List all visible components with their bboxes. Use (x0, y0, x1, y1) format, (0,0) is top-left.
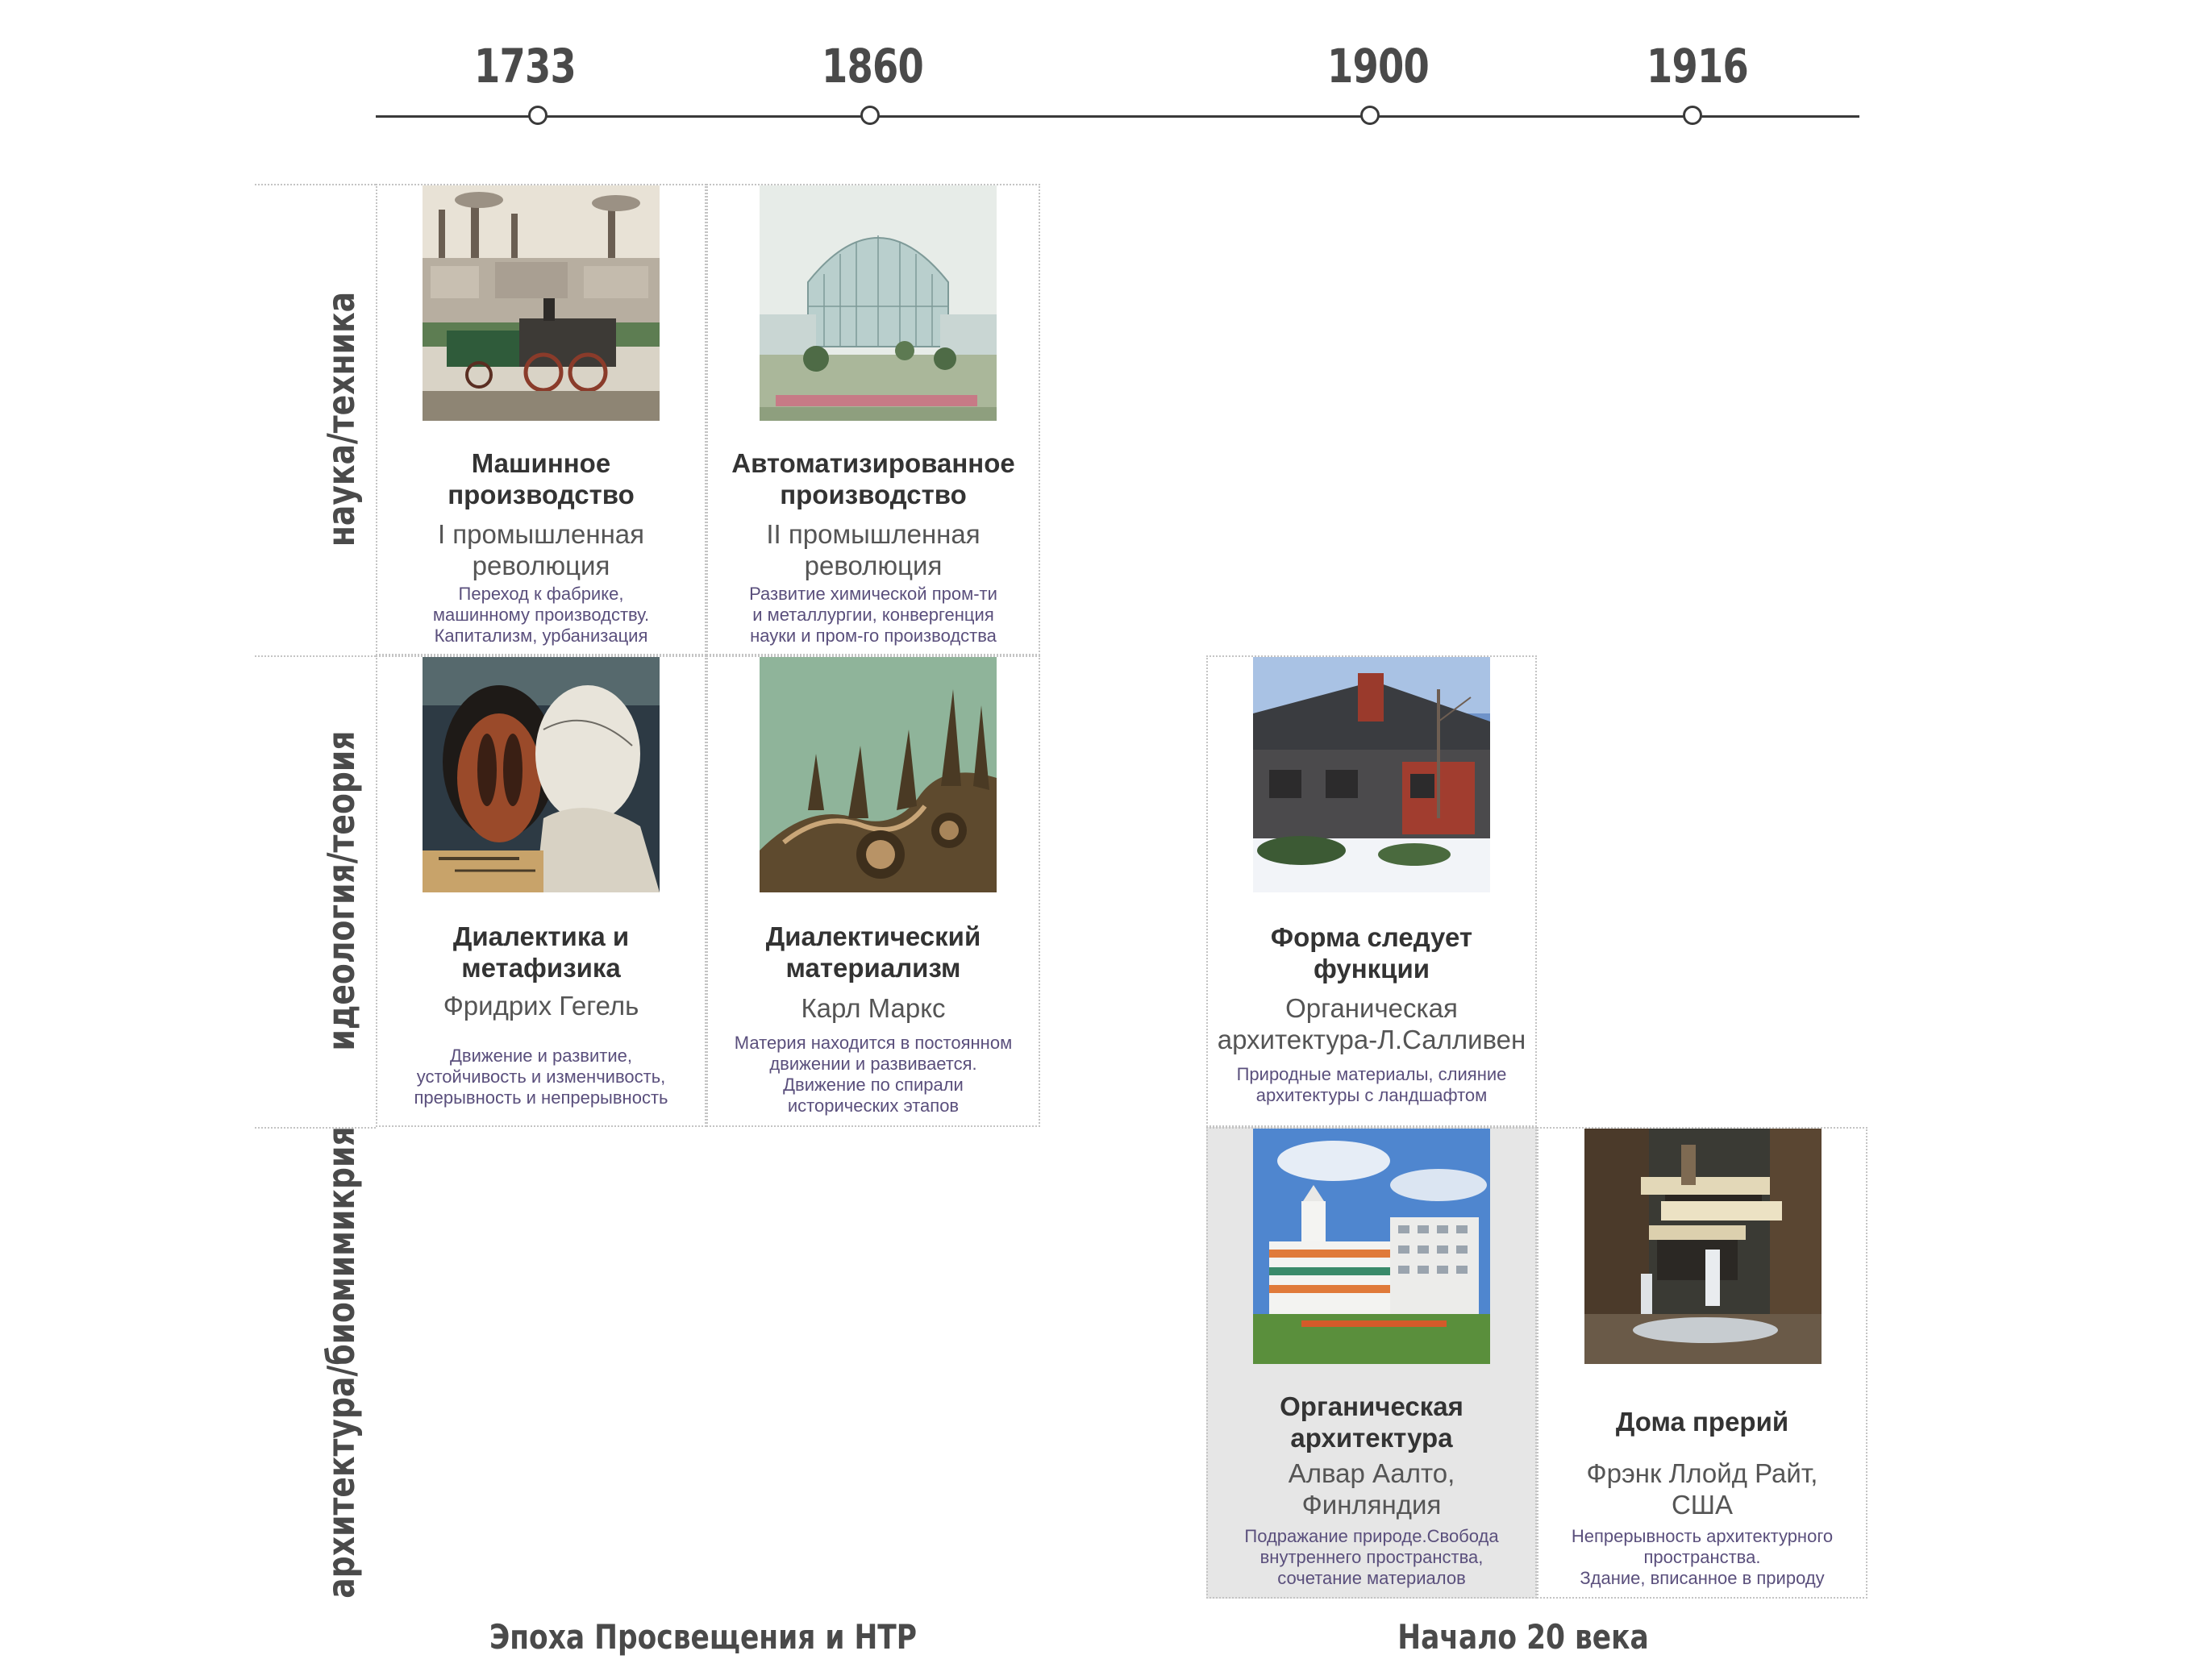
card-subtitle: Алвар Аалто, Финляндия (1288, 1458, 1455, 1520)
fallingwater-image (1584, 1129, 1822, 1364)
card-description: Непрерывность архитектурного пространства. Здание, вписанное в природу (1571, 1526, 1834, 1588)
timeline-node (1360, 106, 1380, 125)
card-title: Диалектика и метафизика (452, 921, 630, 983)
industrial-factory-image (423, 185, 660, 421)
timeline-axis (376, 115, 1859, 118)
row-label-science: наука/техника (319, 291, 363, 547)
year-label: 1860 (822, 39, 923, 94)
card-subtitle: II промышленная революция (766, 519, 981, 580)
timeline-node (860, 106, 880, 125)
card-description: Переход к фабрике, машинному производству. Капитализм, урбанизация (432, 584, 650, 646)
card-description: Материя находится в постоянном движении и развивается. Движение по спирали исторических этапов (734, 1033, 1013, 1116)
year-label: 1733 (474, 39, 576, 94)
aalto-sanatorium-image (1253, 1129, 1490, 1364)
metaphysical-painting-image (423, 657, 660, 892)
card-description: Движение и развитие, устойчивость и изменчивость, прерывность и непрерывность (414, 1046, 668, 1108)
card-organic-architecture (1206, 1127, 1537, 1599)
card-dialectics (376, 655, 706, 1127)
card-subtitle: I промышленная революция (437, 519, 645, 580)
card-title: Диалектический материализм (765, 921, 981, 983)
card-machine-production (376, 184, 706, 655)
row-divider (255, 184, 376, 185)
timeline-node (528, 106, 548, 125)
card-title: Органическая архитектура (1280, 1391, 1463, 1453)
year-label: 1916 (1647, 39, 1748, 94)
fractal-spiral-image (760, 657, 997, 892)
era-label-enlightenment: Эпоха Просвещения и НТР (489, 1617, 918, 1657)
card-subtitle: Органическая архитектура-Л.Салливен (1217, 993, 1526, 1054)
card-dialectical-materialism (706, 655, 1040, 1127)
card-title: Форма следует функции (1270, 922, 1473, 983)
row-divider (255, 655, 376, 657)
card-form-follows-function (1206, 655, 1537, 1127)
card-description: Природные материалы, слияние архитектуры с ландшафтом (1236, 1064, 1507, 1105)
card-title: Дома прерий (1615, 1407, 1789, 1437)
card-prairie-houses (1537, 1127, 1867, 1599)
card-subtitle: Карл Маркс (801, 993, 946, 1023)
row-label-ideology: идеология/теория (319, 730, 363, 1051)
row-label-architecture: архитектура/биомимикрия (319, 1126, 363, 1599)
card-subtitle: Фридрих Гегель (443, 991, 639, 1021)
timeline-node (1683, 106, 1702, 125)
card-subtitle: Фрэнк Ллойд Райт, США (1586, 1458, 1818, 1520)
crystal-palace-image (760, 185, 997, 421)
card-title: Автоматизированное производство (731, 448, 1015, 509)
card-title: Машинное производство (448, 448, 635, 509)
brick-house-image (1253, 657, 1490, 892)
card-description: Развитие химической пром-ти и металлургии, конвергенция науки и пром-го производства (749, 584, 997, 646)
card-automated-production (706, 184, 1040, 655)
year-label: 1900 (1327, 39, 1429, 94)
card-description: Подражание природе.Свобода внутреннего пространства, сочетание материалов (1244, 1526, 1499, 1588)
era-label-early-20th-century: Начало 20 века (1397, 1617, 1649, 1657)
